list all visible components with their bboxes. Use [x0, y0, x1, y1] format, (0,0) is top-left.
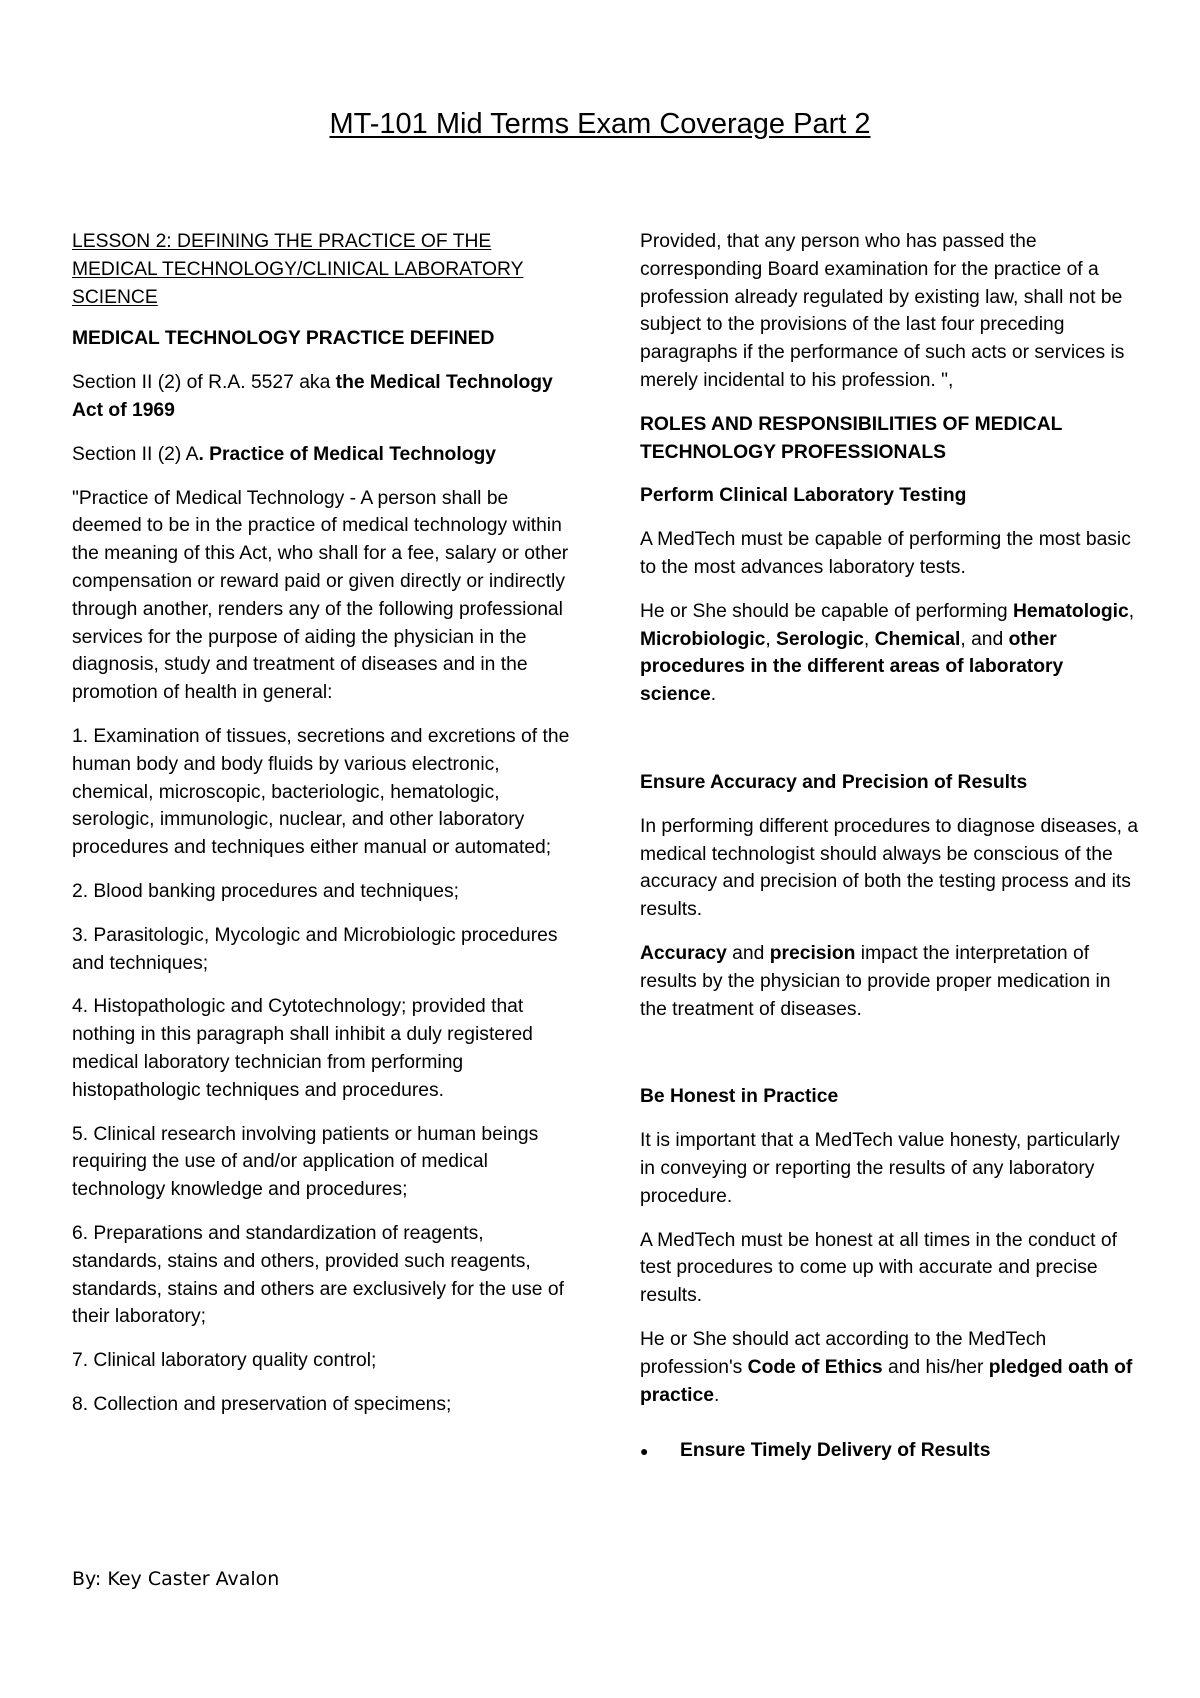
honest-heading: Be Honest in Practice: [640, 1086, 839, 1108]
right-column: [640, 228, 1140, 1482]
lesson-heading: LESSON 2: DEFINING THE PRACTICE OF THE MEDICAL TECHNOLOGY/CLINICAL LABORATORY SCIENCE: [72, 231, 524, 308]
bullet-item: ● Ensure Timely Delivery of Results: [640, 1437, 1140, 1466]
bullet-icon: ●: [640, 1443, 649, 1460]
honest-paragraph-3: He or She should act according to the MedTech profession's Code of Ethics and his/her pledged oath of practice.: [640, 1328, 1133, 1406]
left-column: [72, 228, 577, 1435]
document-title: MT-101 Mid Terms Exam Coverage Part 2: [329, 108, 871, 140]
list-item: 2. Blood banking procedures and techniques;: [72, 880, 459, 902]
honest-paragraph-2: A MedTech must be honest at all times in the conduct of test procedures to come up with accurate and precise results.: [640, 1229, 1117, 1307]
perform-heading: Perform Clinical Laboratory Testing: [640, 485, 967, 507]
section-reference-practice: Section II (2) A. Practice of Medical Technology: [72, 443, 496, 465]
perform-paragraph-1: A MedTech must be capable of performing the most basic to the most advances laboratory tests.: [640, 529, 1131, 578]
list-item: 8. Collection and preservation of specimens;: [72, 1393, 452, 1415]
roles-heading: ROLES AND RESPONSIBILITIES OF MEDICAL TECHNOLOGY PROFESSIONALS: [640, 413, 1063, 463]
list-item: 3. Parasitologic, Mycologic and Microbiologic procedures and techniques;: [72, 924, 558, 974]
list-item: 4. Histopathologic and Cytotechnology; provided that nothing in this paragraph shall inhibit a duly registered medical laboratory technician from performing histopathologic techniques and procedures.: [72, 996, 533, 1101]
definition-paragraph: "Practice of Medical Technology - A person shall be deemed to be in the practice of medical technology within the meaning of this Act, who shall for a fee, salary or other compensation or reward paid or given directly or indirectly through another, renders any of the following professional services for the purpose of aiding the physician in the diagnosis, study and treatment of diseases and in the promotion of health in general:: [72, 487, 569, 704]
accuracy-paragraph-2: Accuracy and precision impact the interpretation of results by the physician to provide proper medication in the treatment of diseases.: [640, 942, 1111, 1020]
section-reference: Section II (2) of R.A. 5527 aka the Medical Technology Act of 1969: [72, 372, 553, 421]
accuracy-paragraph-1: In performing different procedures to diagnose diseases, a medical technologist should always be conscious of the accuracy and precision of both the testing process and its results.: [640, 815, 1139, 921]
proviso-paragraph: Provided, that any person who has passed the corresponding Board examination for the practice of a profession already regulated by existing law, shall not be subject to the provisions of the last four preceding paragraphs if the performance of such acts or services is merely incidental to his profession. ",: [640, 231, 1125, 391]
list-item: 7. Clinical laboratory quality control;: [72, 1350, 377, 1372]
author-footer: By: Key Caster Avalon: [72, 1568, 280, 1590]
section-heading: MEDICAL TECHNOLOGY PRACTICE DEFINED: [72, 328, 495, 350]
accuracy-heading: Ensure Accuracy and Precision of Results: [640, 771, 1028, 793]
honest-paragraph-1: It is important that a MedTech value honesty, particularly in conveying or reporting the results of any laboratory procedure.: [640, 1130, 1120, 1207]
list-item: 1. Examination of tissues, secretions and excretions of the human body and body fluids by various electronic, chemical, microscopic, bacteriologic, hematologic, serologic, immunologic, nuclear, and other laboratory procedures and techniques either manual or automated;: [72, 725, 570, 859]
list-item: 5. Clinical research involving patients or human beings requiring the use of and/or application of medical technology knowledge and procedures;: [72, 1123, 539, 1201]
list-item: 6. Preparations and standardization of reagents, standards, stains and others, provided such reagents, standards, stains and others are exclusively for the use of their laboratory;: [72, 1222, 564, 1328]
perform-paragraph-2: He or She should be capable of performing Hematologic, Microbiologic, Serologic, Chemical, and other procedures in the different areas of laboratory science.: [640, 600, 1135, 706]
